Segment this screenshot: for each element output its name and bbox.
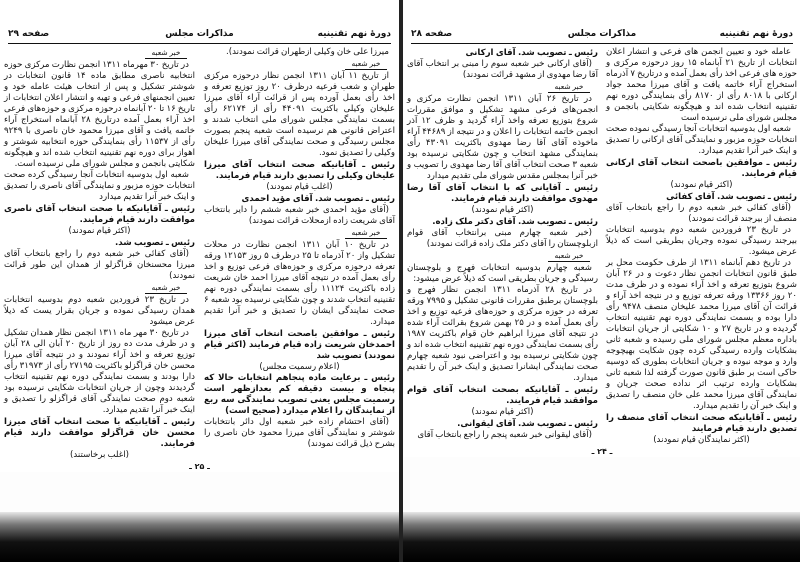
book-spine bbox=[399, 0, 403, 562]
volume-label: دورهٔ نهم تقنینیه bbox=[317, 29, 391, 39]
right-page bbox=[404, 0, 800, 457]
section-heading: خبر شعبه bbox=[548, 82, 590, 93]
stage-note: (اغلب برخاستند) bbox=[70, 450, 129, 460]
speaker-line: رئیس ـ موافقین باصحت انتخاب آقای ارکانی قیام فرمایند. bbox=[606, 158, 797, 179]
paragraph: (آقای کفائی خبر شعبه دوم را راجع بانتخاب آقای منصف از بیرجند قرائت نمودند) bbox=[606, 203, 797, 224]
paragraph: در تاریخ ۳۰ مهرماه ۱۳۱۱ انجمن نظارت مرکزی حوزه انتخابیه ناصری مطابق ماده ۱۴ قانون انتخابات در شوشتر تشکیل و پس از انتخاب هیئت عامله خود و تعیین انجمنهای فرعی و تهیه و انتشار اعلان انتخابات از تاریخ ۱۶ تا ۲۰ آبانماه درحوزه مرکزی و حوزه‌های فرعی اخذ آراء بعمل آمده درتاریخ ۲۸ آبانماه استخراج آراء خاتمه یافت و آقای میرزا محمود خان ناصری با ۹۲۴۹ رأی از ۱۱۵۳۷ رأی بنمایندگی حوزه انتخابیه شوشتر و اهواز برای دوره نهم تقنینیه انتخاب شده اند و هیچگونه شکایتی بانجمن و مجلس شورای ملی نرسیده است. bbox=[4, 60, 196, 169]
text-column-left bbox=[407, 47, 598, 441]
volume-label: دورهٔ نهم تقنینیه bbox=[719, 29, 793, 39]
paragraph: در تاریخ ۲۳ فروردین شعبه دوم بدوسیه انتخابات بیرجند رسیدگی نموده وجریان بطریقی است که ذیلاً عرض میشود. bbox=[606, 225, 797, 257]
speaker-line: رئیس ـ تصویب شد. آقای دکتر ملک زاده. bbox=[432, 217, 598, 227]
stage-note: (اکثر قیام نمودند) bbox=[670, 180, 733, 190]
page-footer-number: ـ ۲۴ ـ bbox=[591, 447, 613, 456]
speaker-line: رئیس ـ تصویب شد. bbox=[114, 238, 195, 248]
paragraph: در تاریخ ۱۰ آبان ۱۳۱۱ انجمن نظارت در محلات تشکیل واز ۲۰ آذرماه تا ۲۵ درظرف ۵ روز ۱۲۱۵۳ ورقه تعرفه درحوزه مرکزی و حوزه‌های فرعی توزیع و اخذ رأی بعمل آمده در نتیجه آقای میرزا احمد خان شریعت زاده باکثریت ۱۱۱۲۴ رأی بسمت نمایندگی دوره نهم تقنینیه انتخاب شدند و چون شکایتی نرسیده بود شعبه ۶ صحت نمایندگی ایشان را تصدیق و خبر آنرا تقدیم میدارد. bbox=[204, 240, 396, 327]
section-heading: خبر شعبه bbox=[345, 228, 387, 239]
paragraph: میرزا علی خان وکیلی ازطهران قرائت نمودند). bbox=[226, 47, 389, 57]
page-number-label: صفحه ۲۸ bbox=[411, 29, 453, 39]
paragraph: در تاریخ ۳۰ مهر ماه ۱۳۱۱ انجمن نظار همدان تشکیل و در ظرف مدت ده روز از تاریخ ۲۰ آبان الی ۲۸ آبان توزیع تعرفه و اخذ آراء نمودند و در نتیجه آقای میرزا محسن خان قراگزلو باکثریت ۲۷۱۹۵ رأی از ۳۱۹۷۳ رأی دارا بودند و بسمت نمایندگی دوره نهم تقنینیه انتخاب گردیدند وچون از جریان انتخابات شکایتی نرسیده بود شعبه دوم صحت نمایندگی آقای قراگزلو را تصدیق و اینک خبر آنرا تقدیم میدارد. bbox=[4, 328, 195, 415]
stage-note: (اغلب قیام نمودند) bbox=[266, 182, 333, 192]
speaker-line: رئیس ـ تصویب شد. آقای کفائی bbox=[666, 192, 797, 202]
stage-note: (اکثر قیام نمودند) bbox=[471, 407, 534, 417]
paragraph: (آقای ارکانی خبر شعبه سوم را مبنی بر انتخاب آقای آقا رضا مهدوی از مشهد قرائت نمودند) bbox=[407, 59, 598, 80]
speaker-line: رئیس ـ آقایانیکه بصحت انتخاب آقای قوام موافقند قیام فرمایند. bbox=[407, 385, 598, 406]
paragraph: (خبر شعبه چهارم مبنی برانتخاب آقای قوام ازبلوچستان را آقای دکتر ملک زاده قرائت نمودند) bbox=[407, 228, 598, 249]
paragraph: (آقای مؤید احمدی خبر شعبه ششم را دایر بانتخاب آقای شریعت زاده ازمحلات قرائت نمودند) bbox=[204, 205, 395, 226]
page-number-label: صفحه ۲۹ bbox=[8, 29, 50, 39]
section-heading: خبر شعبه bbox=[548, 251, 590, 262]
speaker-line: رئیس ـ آقایانیکه صحت انتخاب آقای میرزا علیخان وکیلی را تصدیق دارند قیام فرمایند. bbox=[204, 160, 395, 181]
text-columns bbox=[407, 47, 797, 446]
paragraph: (آقای لیقوانی خبر شعبه پنجم را راجع بانتخاب آقای bbox=[417, 430, 592, 440]
speaker-line: رئیس ـ آقایانیکه با صحت انتخاب آقای میرزا محسن خان قراگزلو موافقت دارند قیام فرمایند. bbox=[4, 417, 195, 449]
text-column-right bbox=[204, 47, 395, 450]
text-column-left bbox=[4, 47, 195, 461]
speaker-line: رئیس ـ تصویب شد. آقای ارکانی bbox=[465, 48, 598, 58]
page-header bbox=[8, 29, 391, 44]
page-footer-number: ـ ۲۵ ـ bbox=[189, 462, 210, 471]
section-heading: خبر شعبه bbox=[145, 48, 187, 59]
speaker-line: رئیس ـ تصویب شد. آقای لیقوانی. bbox=[457, 419, 598, 429]
speaker-line: رئیس ـ آقایانیکه صحت انتخاب آقای منصف را تصدیق دارند قیام فرمایند bbox=[606, 413, 797, 434]
section-heading: خبر شعبه bbox=[345, 59, 387, 70]
stage-note: (اکثر نمایندگان قیام نمودند) bbox=[653, 435, 750, 445]
paragraph: در تاریخ ۲۶ آبان ۱۳۱۱ انجمن نظارت مرکزی و انجمن‌های فرعی مشهد تشکیل و موافق مقررات شروع بتوزیع تعرفه واخذ آراء گردید و ظرف ۱۲ آذر انجمن خاتمه انتخابات را اعلان و در نتیجه از ۴۴۶۸۹ آراء ماخوذه آقای آقا رضا مهدوی باکثریت ۴۳۰۹۱ رأی بنمایندگی مشهد انتخاب و چون شکایتی نرسیده بود شعبه ۳ صحت انتخاب آقای آقا رضا مهدوی را تصویب و خبر آنرا بمجلس مقدس شورای ملی تقدیم میدارد bbox=[407, 94, 599, 181]
paragraph: شعبه چهارم بدوسیه انتخابات فهرج و بلوچستان رسیدگی و جریان بطریقی است که ذیلاً عرض میشود: bbox=[407, 263, 598, 284]
stage-note: (اکثر قیام نمودند) bbox=[471, 205, 534, 215]
paragraph: در تاریخ دهم آبانماه ۱۳۱۱ از طرف حکومت محل بر طبق قانون انتخابات انجمن نظار دعوت و در ۲۶ آبان شروع بتوزیع تعرفه و اخذ آراء نموده و در ظرف مدت ۲۰ روز ۱۳۳۶۶ ورقه تعرفه توزیع و در نتیجه اخذ آراء و قرائت آن آقای میرزا محمد علیخان منصف ۹۴۷۸ رأی دارا بوده و بسمت نمایندگی دوره نهم تقنینیه انتخاب گردیده و در تاریخ ۲۷ و ۱۰ شکایتی از جریان انتخابات باداره معظم مجلس شورای ملی رسیده و شعبه ثانی بشکایات وارده رسیدگی کرده چون شکایت بهیچوجه وارد و موجه نبوده و جریان انتخابات بطوری که دوسیه حاکی است بر طبق قانون صورت گرفته لذا شعبه ثانی بشکایات وارده ترتیب اثر نداده صحت جریان و نمایندگی آقای میرزا محمد علی خان منصف را تصدیق و اینک خبر آن را تقدیم میدارد. bbox=[606, 258, 797, 411]
paragraph: (آقای احتشام زاده خبر شعبه اول دائر بانتخابات شوشتر و نمایندگی آقای میرزا محمود خان ناصری را بشرح ذیل قرائت نمودند) bbox=[204, 417, 395, 449]
text-column-right bbox=[606, 47, 797, 446]
speaker-line: رئیس ـ موافقین باصحت انتخاب آقای میرزا احمدخان شریعت زاده قیام فرمایند (اکثر قیام نمودند) تصویب شد bbox=[204, 329, 395, 361]
publication-title: مذاکرات مجلس bbox=[567, 29, 637, 39]
paragraph: شعبه اول بدوسیه انتخابات آنجا رسیدگی کرده صحت انتخابات حوزه مزبور و نمایندگی آقای ناصری را تصدیق و اینک خبر آنرا تقدیم میدارد bbox=[4, 170, 195, 202]
stage-note: (اعلام رسمیت مجلس) bbox=[259, 362, 340, 372]
speaker-line: رئیس ـ آقایانی که با انتخاب آقای آقا رضا مهدوی موافقت دارند قیام فرمایند. bbox=[407, 183, 598, 204]
paragraph: (آقای کفائی خبر شعبه دوم را راجع بانتخاب آقای میرزا محسنخان قراگزلو از همدان این طور قرائت نمودند) bbox=[4, 249, 195, 281]
paragraph: در تاریخ ۲۸ آذرماه ۱۳۱۱ انجمن نظار فهرج و بلوچستان برطبق مقررات قانونی تشکیل و ۷۹۹۵ ورقه تعرفه در حوزه مرکزی و حوزه‌های فرعیه توزیع و اخذ رأی بعمل آمده و در ۲۵ بهمن شروع بقرائت آراء شده در نتیجه آقای میرزا ابراهیم خان قوام باکثریت ۱۹۸۷ رأی بسمت نمایندگی دوره نهم تقنینیه انتخاب شده اند و چون شکایتی نرسیده بود و اعتراضی نبود شعبه چهارم صحت نمایندگی ایشانرا تصدیق و اینک خبر آن را تقدیم میدارد. bbox=[407, 285, 598, 383]
paragraph: شعبه اول بدوسیه انتخابات آنجا رسیدگی نموده صحت انتخابات حوزه مزبور و نمایندگی آقای ارکانی را تصدیق و اینک خبر آنرا تقدیم میدارد. bbox=[606, 124, 797, 156]
paragraph: از تاریخ ۱۱ آبان ۱۳۱۱ انجمن نظار درحوزه مرکزی طهران و شعب فرعیه درظرف ۲۰ روز توزیع تعرفه و اخذ رأی بعمل آورده پس از قرائت آراء آقای میرزا علیخان وکیلی باکثریت ۴۴۰۹۱ رأی از ۶۲۱۷۴ رأی بسمت نمایندگی مجلس شورای ملی انتخاب شدند و اعتراض قانونی هم نرسیده است شعبه پنجم بصورت مجلس رسیدگی و صحت نمایندگی آقای میرزا علیخان وکیلی را تصدیق نمود. bbox=[204, 71, 395, 158]
left-page bbox=[0, 0, 399, 472]
paragraph: عامله خود و تعیین انجمن های فرعی و انتشار اعلان انتخابات از تاریخ ۲۱ آبانماه ۱۵ روز درحوزه مرکزی و حوزه های فرعی اخذ رأی بعمل آمده و درتاریخ ۷ آذرماه استخراج آراء خاتمه یافت و آقای میرزا محمد جواد ارکانی با ۸۰۱۸ رأی از ۸۱۷۰ رأی بنمایندگی دوره نهم تقنینیه انتخاب شده اند و هیچگونه شکایتی بانجمن و مجلس شورای ملی نرسیده است bbox=[606, 47, 797, 123]
speaker-line: رئیس ـ تصویب شد. آقای مؤید احمدی bbox=[241, 194, 395, 204]
speaker-line: رئیس ـ آقایانیکه با صحت انتخاب آقای ناصری موافقت دارند قیام فرمایند. bbox=[4, 204, 195, 225]
announcement: رئیس ـ برعایت ماده پنجاهم انتخابات حالا که پنجاه و بیست دقیقه کم بعدازظهر است رسمیت مجلس یعنی تصویب نمایندگی سه ربع از نمایندگان را اعلام میدارد (صحیح است) bbox=[204, 373, 395, 416]
paragraph: در تاریخ ۲۳ فروردین شعبه دوم بدوسیه انتخابات همدان رسیدگی نموده و جریان بقرار یست که ذیلاً عرض میشود bbox=[4, 295, 195, 327]
stage-note: (اکثر قیام نمودند) bbox=[68, 226, 131, 236]
text-columns bbox=[4, 47, 395, 461]
publication-title: مذاکرات مجلس bbox=[165, 29, 234, 39]
section-heading: خبر شعبه bbox=[145, 283, 187, 294]
page-header bbox=[411, 29, 793, 44]
